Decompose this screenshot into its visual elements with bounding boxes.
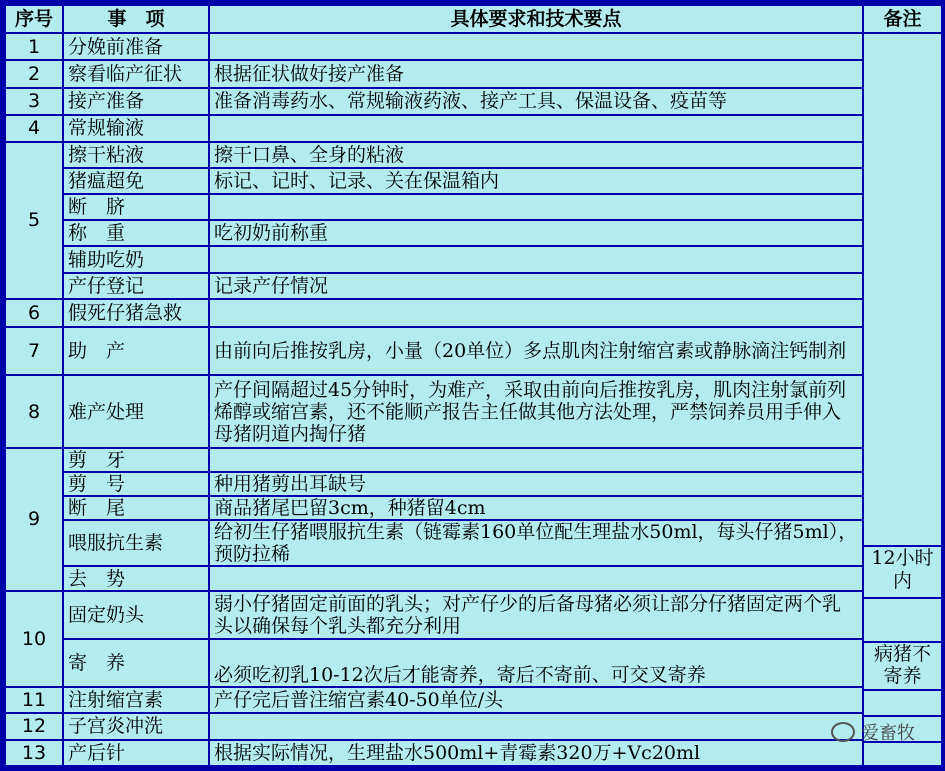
row-requirements: 商品猪尾巴留3cm，种猪留4cm <box>210 497 862 519</box>
row-number: 3 <box>6 89 62 114</box>
row-requirements: 由前向后推按乳房，小量（20单位）多点肌肉注射缩宫素或静脉滴注钙制剂 <box>210 328 862 374</box>
table-row <box>6 116 941 141</box>
note-sick-pig: 病猪不寄养 <box>873 643 931 687</box>
row-requirements <box>210 116 862 141</box>
header-row <box>6 6 941 32</box>
table-row <box>6 143 941 167</box>
row-item: 假死仔猪急救 <box>64 300 208 326</box>
table-row <box>6 376 941 446</box>
row-item: 称 重 <box>64 221 208 245</box>
wechat-icon <box>831 722 855 742</box>
table-frame <box>4 4 941 767</box>
row-requirements: 产仔完后普注缩宫素40-50单位/头 <box>210 688 862 712</box>
table-row <box>6 592 941 638</box>
header-no: 序号 <box>6 6 62 32</box>
row-number: 4 <box>6 116 62 141</box>
row-item: 助 产 <box>64 328 208 374</box>
row-number: 10 <box>6 592 62 687</box>
table-row <box>6 521 941 565</box>
row-requirements <box>210 300 862 326</box>
table-row <box>6 567 941 589</box>
row-number: 9 <box>6 449 62 590</box>
row-requirements <box>210 247 862 271</box>
row-number: 12 <box>6 714 62 738</box>
row-requirements: 必须吃初乳10-12次后才能寄养，寄后不寄前、可交叉寄养 <box>210 640 862 686</box>
table-row <box>6 714 941 738</box>
row-requirements <box>210 567 862 589</box>
watermark <box>831 719 915 745</box>
row-number: 11 <box>6 688 62 712</box>
table-row <box>6 274 941 298</box>
row-number: 6 <box>6 300 62 326</box>
row-requirements: 弱小仔猪固定前面的乳头；对产仔少的后备母猪必须让部分仔猪固定两个乳头以确保每个乳头都充分利用 <box>210 592 862 638</box>
row-requirements: 准备消毒药水、常规输液药液、接产工具、保温设备、疫苗等 <box>210 89 862 114</box>
row-requirements: 根据征状做好接产准备 <box>210 61 862 86</box>
row-item: 产后针 <box>64 741 208 765</box>
row-item: 常规输液 <box>64 116 208 141</box>
row-requirements: 吃初奶前称重 <box>210 221 862 245</box>
row-item: 辅助吃奶 <box>64 247 208 271</box>
row-requirements: 记录产仔情况 <box>210 274 862 298</box>
row-requirements: 根据实际情况，生理盐水500ml+青霉素320万+Vc20ml <box>210 741 862 765</box>
row-item: 产仔登记 <box>64 274 208 298</box>
row-requirements: 擦干口鼻、全身的粘液 <box>210 143 862 167</box>
table-row <box>6 640 941 686</box>
row-item: 难产处理 <box>64 376 208 446</box>
table-row <box>6 741 941 765</box>
row-item: 寄 养 <box>64 640 208 686</box>
row-requirements <box>210 714 862 738</box>
row-item: 注射缩宫素 <box>64 688 208 712</box>
table-row <box>6 328 941 374</box>
row-requirements: 给初生仔猪喂服抗生素（链霉素160单位配生理盐水50ml，每头仔猪5ml），预防拉稀 <box>210 521 862 565</box>
header-note: 备注 <box>864 6 941 32</box>
row-requirements: 种用猪剪出耳缺号 <box>210 473 862 495</box>
header-requirements: 具体要求和技术要点 <box>210 6 862 32</box>
row-item: 固定奶头 <box>64 592 208 638</box>
row-requirements: 产仔间隔超过45分钟时，为难产，采取由前向后推按乳房，肌肉注射氯前列烯醇或缩宫素，还不能顺产报告主任做其他方法处理，严禁饲养员用手伸入母猪阴道内掏仔猪 <box>210 376 862 446</box>
row-item: 擦干粘液 <box>64 143 208 167</box>
table-row <box>6 195 941 219</box>
row-item: 接产准备 <box>64 89 208 114</box>
table-row <box>6 497 941 519</box>
row-requirements <box>210 195 862 219</box>
table-row <box>6 169 941 193</box>
table-row <box>6 449 941 471</box>
row-number: 8 <box>6 376 62 446</box>
note-12h: 12小时内 <box>864 545 941 597</box>
table-row <box>6 61 941 86</box>
row-requirements: 标记、记时、记录、关在保温箱内 <box>210 169 862 193</box>
row-item: 断 尾 <box>64 497 208 519</box>
row-item: 分娩前准备 <box>64 34 208 59</box>
row-number: 13 <box>6 741 62 765</box>
table-row <box>6 247 941 271</box>
row-item: 察看临产征状 <box>64 61 208 86</box>
row-item: 猪瘟超免 <box>64 169 208 193</box>
row-item: 剪 牙 <box>64 449 208 471</box>
row-item: 子宫炎冲洗 <box>64 714 208 738</box>
row-number: 2 <box>6 61 62 86</box>
procedure-table <box>4 4 943 767</box>
row-item: 喂服抗生素 <box>64 521 208 565</box>
watermark-text: 爱畜牧 <box>861 723 915 744</box>
table-row <box>6 473 941 495</box>
table-row <box>6 300 941 326</box>
header-item: 事 项 <box>64 6 208 32</box>
table-row <box>6 688 941 712</box>
row-item: 去 势 <box>64 567 208 589</box>
row-number: 1 <box>6 34 62 59</box>
note-column <box>864 34 941 765</box>
row-item: 断 脐 <box>64 195 208 219</box>
row-requirements <box>210 449 862 471</box>
table-row <box>6 34 941 59</box>
row-item: 剪 号 <box>64 473 208 495</box>
row-requirements <box>210 34 862 59</box>
row-number: 5 <box>6 143 62 298</box>
table-row <box>6 221 941 245</box>
table-row <box>6 89 941 114</box>
row-number: 7 <box>6 328 62 374</box>
